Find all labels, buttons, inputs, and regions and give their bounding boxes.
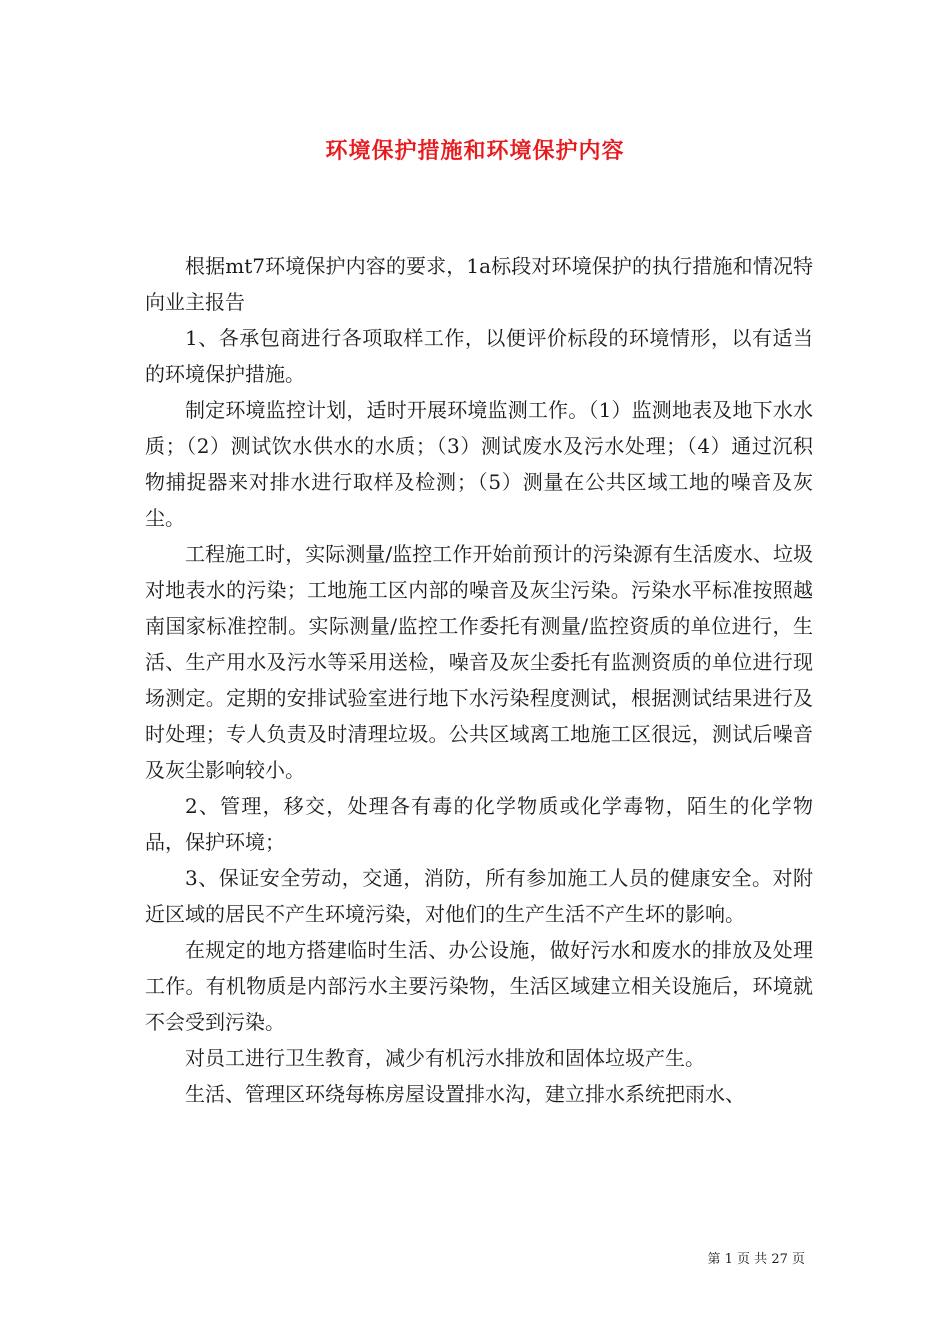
document-body [145, 248, 813, 1112]
document-title: 环境保护措施和环境保护内容 [325, 138, 625, 164]
paragraph-monitoring-plan: 制定环境监控计划，适时开展环境监测工作。（1）监测地表及地下水水质；（2）测试饮水供水的水质；（3）测试废水及污水处理；（4）通过沉积物捕捉器来对排水进行取样及检测；（5）测量在公共区域工地的噪音及灰尘。 [145, 398, 813, 530]
paragraph-item-3: 3、保证安全劳动，交通，消防，所有参加施工人员的健康安全。对附近区域的居民不产生环境污染，对他们的生产生活不产生坏的影响。 [145, 866, 813, 926]
paragraph-item-2: 2、管理，移交，处理各有毒的化学物质或化学毒物，陌生的化学物品，保护环境； [145, 794, 813, 854]
paragraph-item-1: 1、各承包商进行各项取样工作，以便评价标段的环境情形，以有适当的环境保护措施。 [145, 326, 813, 386]
paragraph-drainage: 生活、管理区环绕每栋房屋设置排水沟，建立排水系统把雨水、 [185, 1082, 745, 1106]
paragraph-temporary-facilities: 在规定的地方搭建临时生活、办公设施，做好污水和废水的排放及处理工作。有机物质是内部污水主要污染物，生活区域建立相关设施后，环境就不会受到污染。 [145, 938, 813, 1034]
paragraph-hygiene-education: 对员工进行卫生教育，减少有机污水排放和固体垃圾产生。 [185, 1046, 705, 1070]
page-number: 第 1 页 共 27 页 [707, 1252, 805, 1267]
paragraph-intro: 根据mt7环境保护内容的要求，1a标段对环境保护的执行措施和情况特向业主报告 [145, 254, 813, 314]
paragraph-construction: 工程施工时，实际测量/监控工作开始前预计的污染源有生活废水、垃圾对地表水的污染；工地施工区内部的噪音及灰尘污染。污染水平标准按照越南国家标准控制。实际测量/监控工作委托有测量/监控资质的单位进行，生活、生产用水及污水等采用送检，噪音及灰尘委托有监测资质的单位进行现场测定。定期的安排试验室进行地下水污染程度测试，根据测试结果进行及时处理；专人负责及时清理垃圾。公共区域离工地施工区很远，测试后噪音及灰尘影响较小。 [145, 542, 813, 782]
